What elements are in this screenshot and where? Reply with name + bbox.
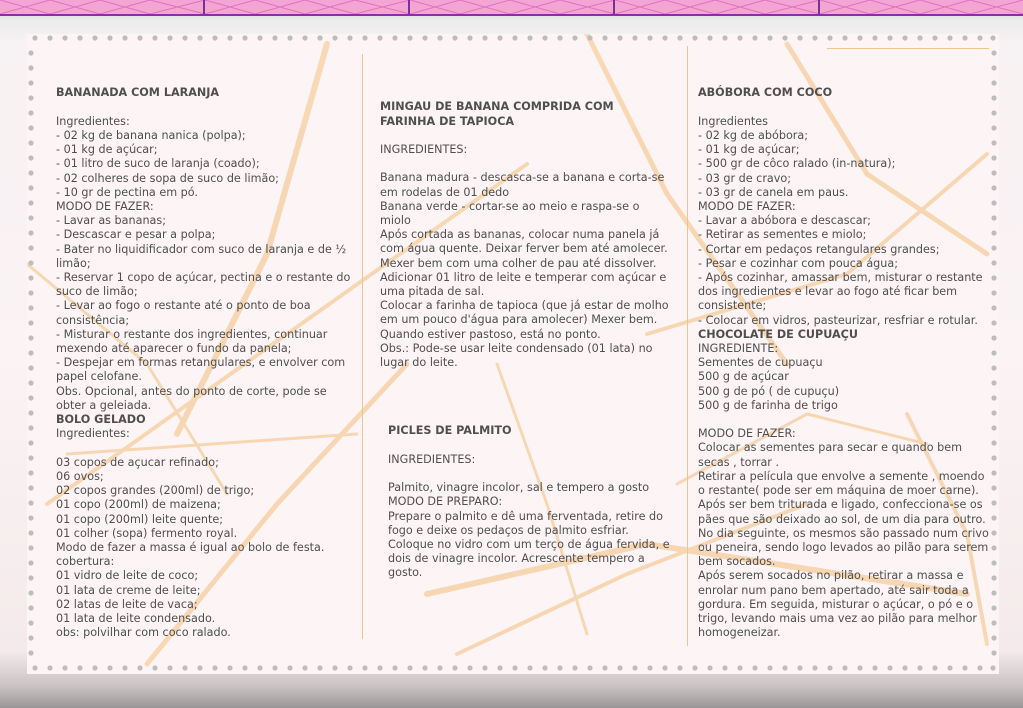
recipe-card xyxy=(27,34,999,674)
recipe-body-bolo-gelado: Ingredientes: 03 copos de açucar refinado; 06 ovos; 02 copos grandes (200ml) de trigo; 01 copo (200ml) de maizena; 01 copo (200ml) leite quente; 01 colher (sopa) fermento royal. Modo de fazer a massa é igual ao bolo de festa. cobertura: 01 vidro de leite de coco; 01 lata de creme de leite; 02 latas de leite de vaca; 01 lata de leite condensado. obs: polvilhar com coco ralado. xyxy=(56,427,325,640)
recipe-body-bananada: Ingredientes: - 02 kg de banana nanica (polpa); - 01 kg de açúcar; - 01 litro de suco de laranja (coado); - 02 colheres de sopa de suco de limão; - 10 gr de pectina em pó. MODO DE FAZER: - Lavar as bananas; - Descascar e pesar a polpa; - Bater no liquidificador com suco de laranja e de ½ limão; - Reservar 1 copo de açúcar, pectina e o restante do suco de limão; - Levar ao fogo o restante até o ponto de boa consistência; - Misturar o restante dos ingredientes, continuar mexendo até aparecer o fundo da panela; - Despejar em formas retangulares, e envolver com papel celofane. Obs. Opcional, antes do ponto de corte, pode se obter a geleiada. xyxy=(56,114,351,412)
column-divider xyxy=(687,46,688,646)
band-divider xyxy=(613,0,615,14)
band-divider xyxy=(408,0,410,14)
zigzag-pattern xyxy=(0,0,1023,14)
top-decorative-band xyxy=(0,0,1023,16)
recipe-body-abobora: Ingredientes - 02 kg de abóbora; - 01 kg de açúcar; - 500 gr de côco ralado (in-natura); - 03 gr de cravo; - 03 gr de canela em paus. MODO DE FAZER: - Lavar a abóbora e descascar; - Retirar as sementes e miolo; - Cortar em pedaços retangulares grandes; - Pesar e cozinhar com pouca água; - Após cozinhar, amassar bem, misturar o restante dos ingredientes e levar ao fogo até ficar bem consistente; - Colocar em vidros, pasteurizar, resfriar e rotular. xyxy=(698,114,983,327)
recipe-column-2 xyxy=(380,72,670,384)
recipe-column-3 xyxy=(698,58,994,655)
band-divider xyxy=(203,0,205,14)
recipe-title-bolo-gelado: BOLO GELADO xyxy=(56,413,146,427)
column-divider xyxy=(362,54,363,639)
recipe-title-abobora: ABÓBORA COM COCO xyxy=(698,86,833,100)
recipe-body-mingau: INGREDIENTES: Banana madura - descasca-se a banana e corta-se em rodelas de 01 dedo Banana verde - cortar-se ao meio e raspa-se o miolo Após cortada as bananas, colocar numa panela já com água quente. Deixar ferver bem até amolecer. Mexer bem com uma colher de pau até dissolver. Adicionar 01 litro de leite e temperar com açúcar e uma pitada de sal. Colocar a farinha de tapioca (que já estar de molho em um pouco d'água para amolecer) Mexer bem. Quando estiver pastoso, está no ponto. Obs.: Pode-se usar leite condensado (01 lata) no lugar do leite. xyxy=(380,143,669,370)
recipe-column-2b xyxy=(388,396,673,595)
corner-rule xyxy=(827,48,989,49)
recipe-title-picles: PICLES DE PALMITO xyxy=(388,424,512,438)
recipe-title-bananada: BANANADA COM LARANJA xyxy=(56,86,220,100)
recipe-body-picles: INGREDIENTES: Palmito, vinagre incolor, sal e tempero a gosto MODO DE PREPARO: Prepare o palmito e dê uma ferventada, retire do fogo e deixe os pedaços de palmito esfriar. Coloque no vidro com um terço de água fervida, e dois de vinagre incolor. Acrescente tempero a gosto. xyxy=(388,452,670,580)
recipe-column-1 xyxy=(56,58,356,655)
recipe-title-chocolate: CHOCOLATE DE CUPUAÇU xyxy=(698,327,858,341)
recipe-body-chocolate: INGREDIENTE: Sementes de cupuaçu 500 g de açúcar 500 g de pó ( de cupuçu) 500 g de farinha de trigo MODO DE FAZER: Colocar as sementes para secar e quando bem secas , torrar . Retirar a película que envolve a semente , moendo o restante( pode ser em máquina de moer carne). Após ser bem triturada e ligado, confecciona-se os pães que são deixado ao sol, de um dia para outro. No dia seguinte, os mesmos são passado num crivo ou peneira, sendo logo levados ao pilão para serem bem socados. Após serem socados no pilão, retirar a massa e enrolar num pano bem apertado, até sair toda a gordura. Em seguida, misturar o açúcar, o pó e o trigo, levando mais uma vez ao pilão para melhor homogeneizar. xyxy=(698,342,989,640)
band-divider xyxy=(818,0,820,14)
recipe-title-mingau: MINGAU DE BANANA COMPRIDA COM FARINHA DE TAPIOCA xyxy=(380,100,618,128)
